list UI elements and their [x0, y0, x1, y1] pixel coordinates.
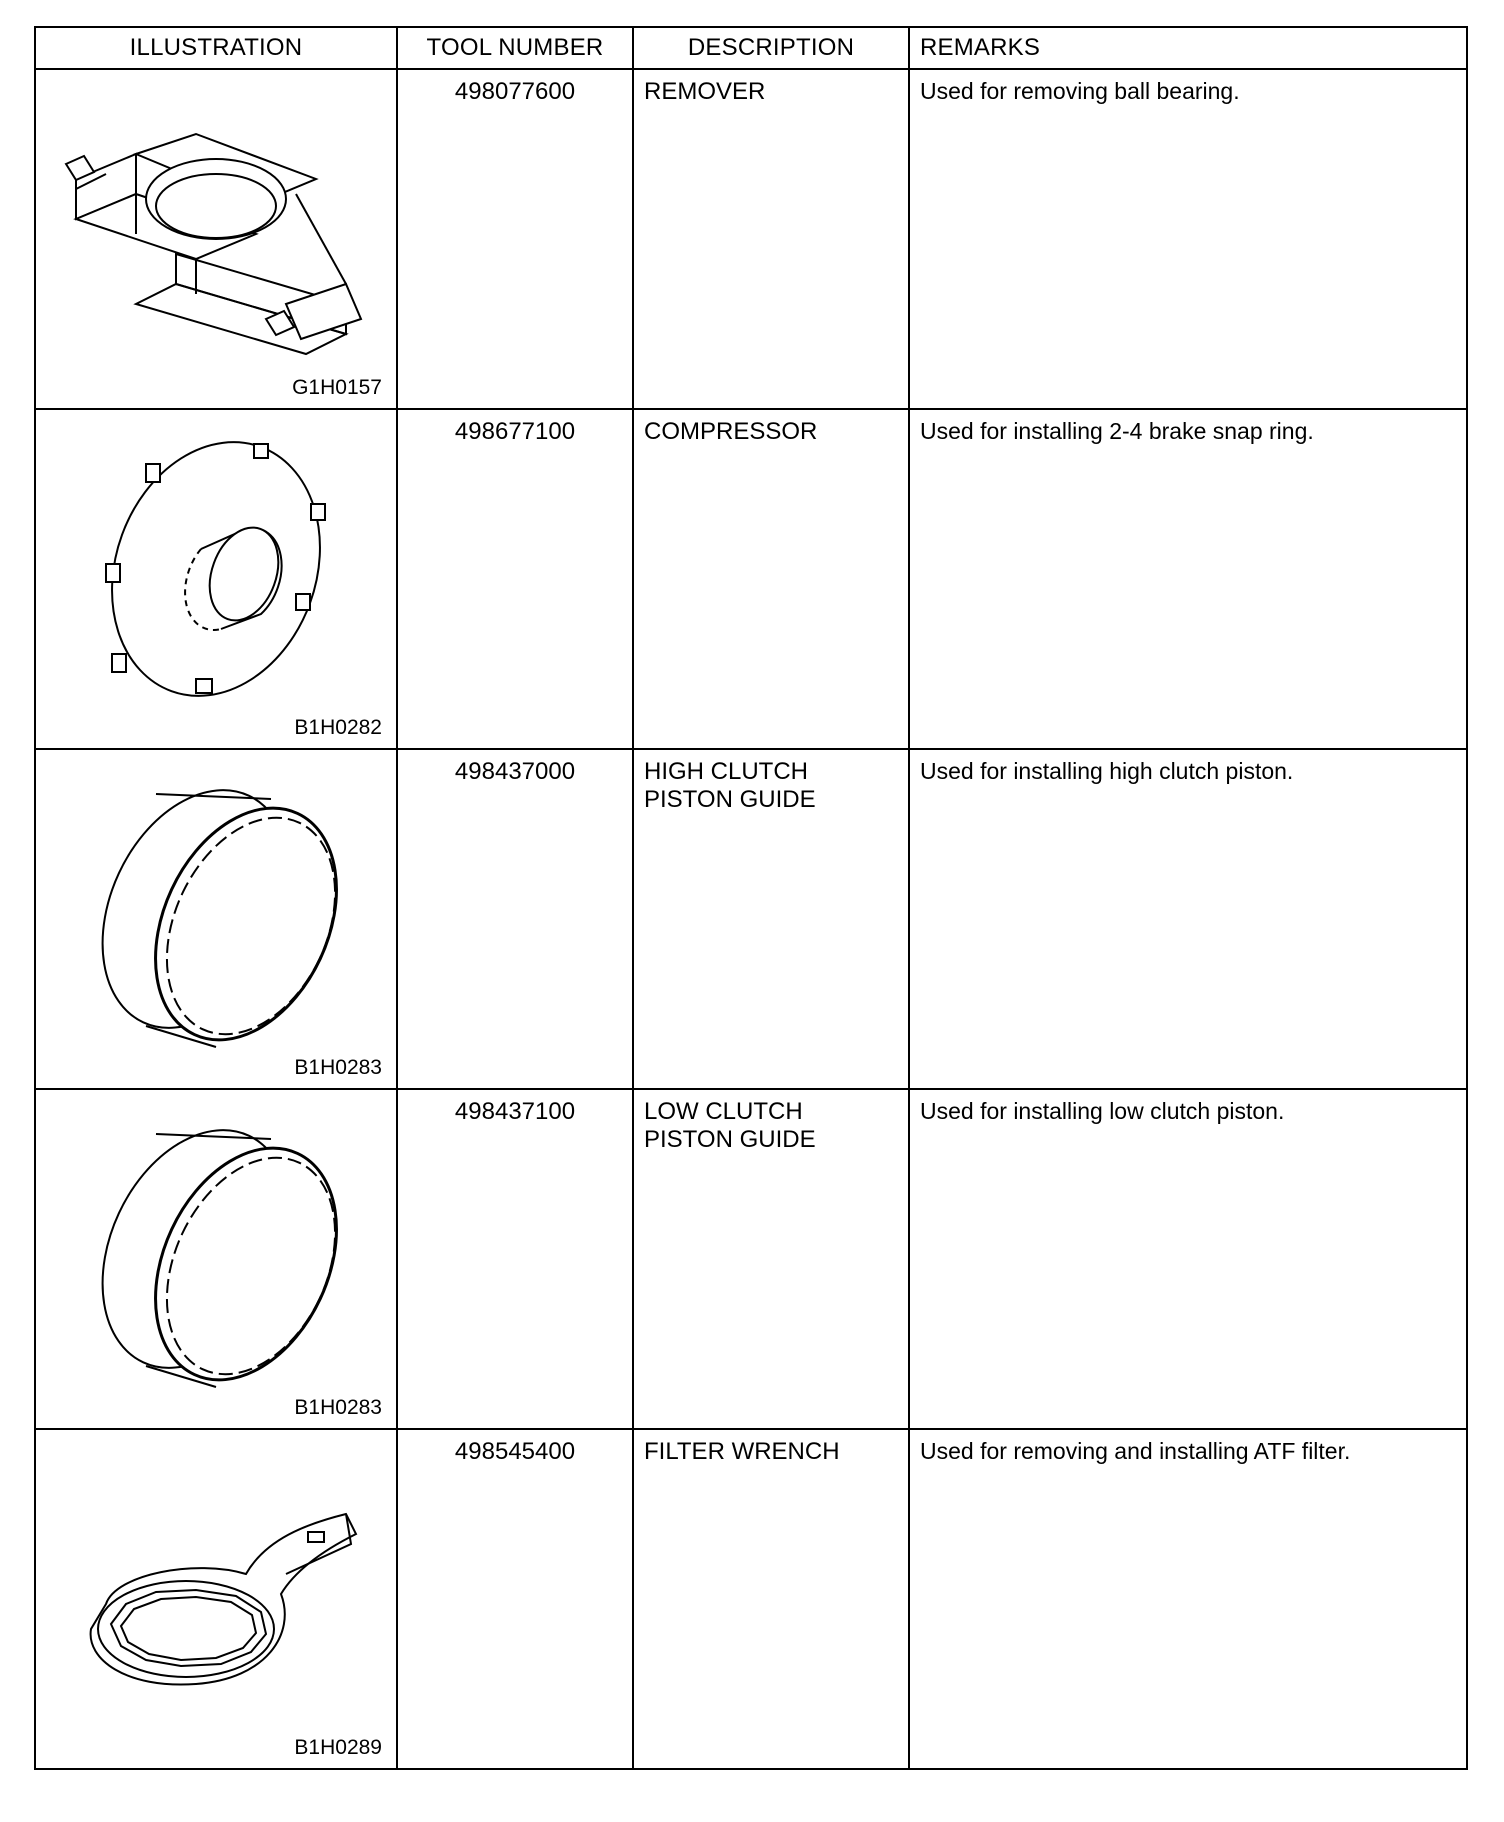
- illustration-code: B1H0283: [294, 1056, 382, 1079]
- header-remarks: REMARKS: [909, 27, 1467, 69]
- compressor-disc-icon: [46, 424, 376, 714]
- illustration-cell: [35, 1089, 397, 1429]
- illustration-cell: [35, 69, 397, 409]
- bearing-remover-icon: [46, 84, 376, 374]
- tool-number: 498437000: [397, 749, 633, 1089]
- tool-description: FILTER WRENCH: [633, 1429, 909, 1769]
- tool-description: HIGH CLUTCH PISTON GUIDE: [633, 749, 909, 1089]
- illustration-cell: [35, 749, 397, 1089]
- table-row: [35, 69, 1467, 409]
- piston-guide-ring-icon: [46, 764, 376, 1054]
- table-row: [35, 749, 1467, 1089]
- illustration-code: B1H0289: [294, 1736, 382, 1759]
- tool-remarks: Used for installing 2-4 brake snap ring.: [909, 409, 1467, 749]
- special-tools-table: [34, 26, 1468, 1770]
- header-tool-number: TOOL NUMBER: [397, 27, 633, 69]
- tool-remarks: Used for removing and installing ATF filter.: [909, 1429, 1467, 1769]
- illustration-code: B1H0282: [294, 716, 382, 739]
- table-row: [35, 409, 1467, 749]
- tool-number: 498437100: [397, 1089, 633, 1429]
- filter-wrench-icon: [46, 1444, 376, 1734]
- table-row: [35, 1429, 1467, 1769]
- illustration-cell: [35, 1429, 397, 1769]
- table-header-row: [35, 27, 1467, 69]
- tool-remarks: Used for installing high clutch piston.: [909, 749, 1467, 1089]
- tool-number: 498677100: [397, 409, 633, 749]
- tool-number: 498545400: [397, 1429, 633, 1769]
- illustration-cell: [35, 409, 397, 749]
- tool-remarks: Used for removing ball bearing.: [909, 69, 1467, 409]
- tool-remarks: Used for installing low clutch piston.: [909, 1089, 1467, 1429]
- piston-guide-ring-icon: [46, 1104, 376, 1394]
- table-row: [35, 1089, 1467, 1429]
- tool-description: REMOVER: [633, 69, 909, 409]
- tool-description: LOW CLUTCH PISTON GUIDE: [633, 1089, 909, 1429]
- illustration-code: G1H0157: [292, 376, 382, 399]
- tool-description: COMPRESSOR: [633, 409, 909, 749]
- header-illustration: ILLUSTRATION: [35, 27, 397, 69]
- illustration-code: B1H0283: [294, 1396, 382, 1419]
- tool-number: 498077600: [397, 69, 633, 409]
- header-description: DESCRIPTION: [633, 27, 909, 69]
